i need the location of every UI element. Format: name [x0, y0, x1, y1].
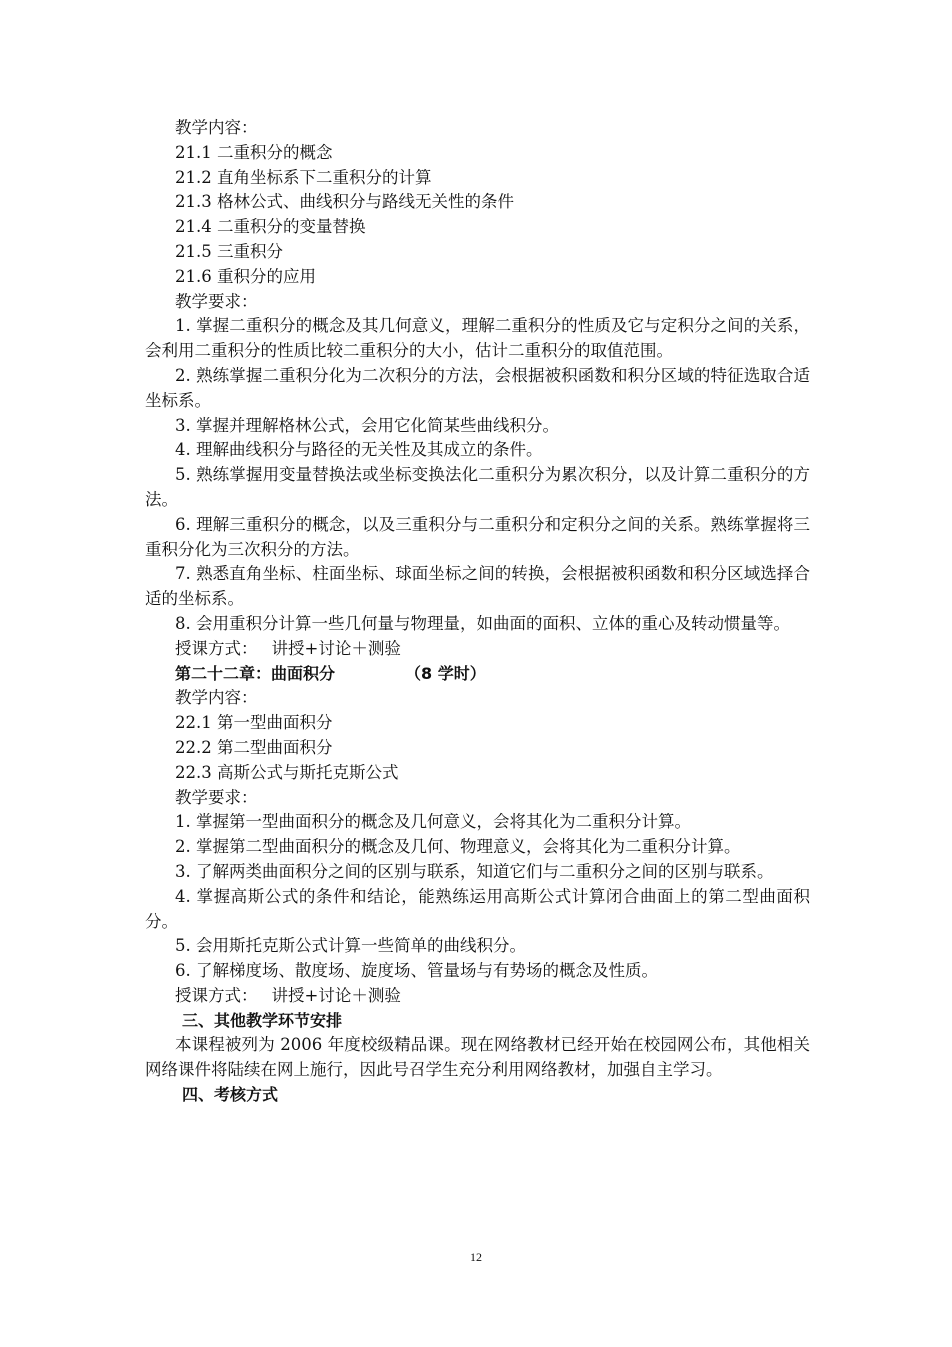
- requirement-item: 4. 理解曲线积分与路径的无关性及其成立的条件。: [175, 440, 543, 460]
- document-page: [145, 116, 810, 1108]
- teaching-method-value: 讲授+讨论＋测验: [271, 985, 401, 1005]
- requirement-item: 1. 掌握第一型曲面积分的概念及几何意义，会将其化为二重积分计算。: [175, 812, 691, 832]
- requirement-item: 8. 会用重积分计算一些几何量与物理量，如曲面的面积、立体的重心及转动惯量等。: [175, 613, 790, 633]
- content-item: 22.3 高斯公式与斯托克斯公式: [175, 762, 399, 782]
- teaching-method-value: 讲授+讨论＋测验: [271, 638, 401, 658]
- requirement-item: 6. 理解三重积分的概念，以及三重积分与二重积分和定积分之间的关系。熟练掌握将三重积分化为三次积分的方法。: [145, 514, 810, 559]
- requirements-heading-22: 教学要求：: [175, 787, 258, 807]
- chapter-hours: （8 学时）: [405, 663, 486, 683]
- requirement-item: 3. 了解两类曲面积分之间的区别与联系，知道它们与二重积分之间的区别与联系。: [175, 861, 774, 881]
- requirement-item: 7. 熟悉直角坐标、柱面坐标、球面坐标之间的转换，会根据被积函数和积分区域选择合适的坐标系。: [145, 564, 810, 609]
- teaching-method-label: 授课方式：: [175, 985, 258, 1005]
- content-item: 21.5 三重积分: [175, 241, 283, 261]
- content-item: 21.2 直角坐标系下二重积分的计算: [175, 167, 432, 187]
- requirement-item: 4. 掌握高斯公式的条件和结论，能熟练运用高斯公式计算闭合曲面上的第二型曲面积分。: [145, 886, 810, 931]
- content-heading-22: 教学内容：: [175, 688, 258, 708]
- requirement-item: 1. 掌握二重积分的概念及其几何意义，理解二重积分的性质及它与定积分之间的关系，会利用二重积分的性质比较二重积分的大小，估计二重积分的取值范围。: [145, 316, 810, 361]
- requirement-item: 2. 熟练掌握二重积分化为二次积分的方法，会根据被积函数和积分区域的特征选取合适坐标系。: [145, 365, 810, 410]
- requirement-item: 5. 会用斯托克斯公式计算一些简单的曲线积分。: [175, 936, 526, 956]
- teaching-method-label: 授课方式：: [175, 638, 258, 658]
- content-item: 21.1 二重积分的概念: [175, 142, 333, 162]
- content-item: 21.6 重积分的应用: [175, 266, 316, 286]
- section-3-body: 本课程被列为 2006 年度校级精品课。现在网络教材已经开始在校园网公布，其他相关网络课件将陆续在网上施行，因此号召学生充分利用网络教材，加强自主学习。: [145, 1035, 810, 1080]
- requirement-item: 3. 掌握并理解格林公式，会用它化简某些曲线积分。: [175, 415, 559, 435]
- content-item: 21.4 二重积分的变量替换: [175, 217, 366, 237]
- page-number: 12: [470, 1250, 482, 1264]
- content-heading-21: 教学内容：: [175, 118, 258, 137]
- requirement-item: 2. 掌握第二型曲面积分的概念及几何、物理意义，会将其化为二重积分计算。: [175, 837, 741, 857]
- chapter-22-title: [145, 662, 810, 687]
- section-3-heading: 三、其他教学环节安排: [182, 1010, 343, 1030]
- teaching-method-22: [145, 984, 810, 1009]
- content-item: 21.3 格林公式、曲线积分与路线无关性的条件: [175, 192, 514, 212]
- content-item: 22.1 第一型曲面积分: [175, 713, 333, 733]
- section-4-heading: 四、考核方式: [182, 1085, 279, 1105]
- requirement-item: 5. 熟练掌握用变量替换法或坐标变换法化二重积分为累次积分，以及计算二重积分的方法。: [145, 465, 810, 509]
- teaching-method-21: [145, 637, 810, 662]
- content-item: 22.2 第二型曲面积分: [175, 737, 333, 757]
- requirement-item: 6. 了解梯度场、散度场、旋度场、管量场与有势场的概念及性质。: [175, 961, 658, 981]
- chapter-title: 第二十二章：曲面积分: [175, 663, 336, 683]
- requirements-heading-21: 教学要求：: [175, 291, 258, 311]
